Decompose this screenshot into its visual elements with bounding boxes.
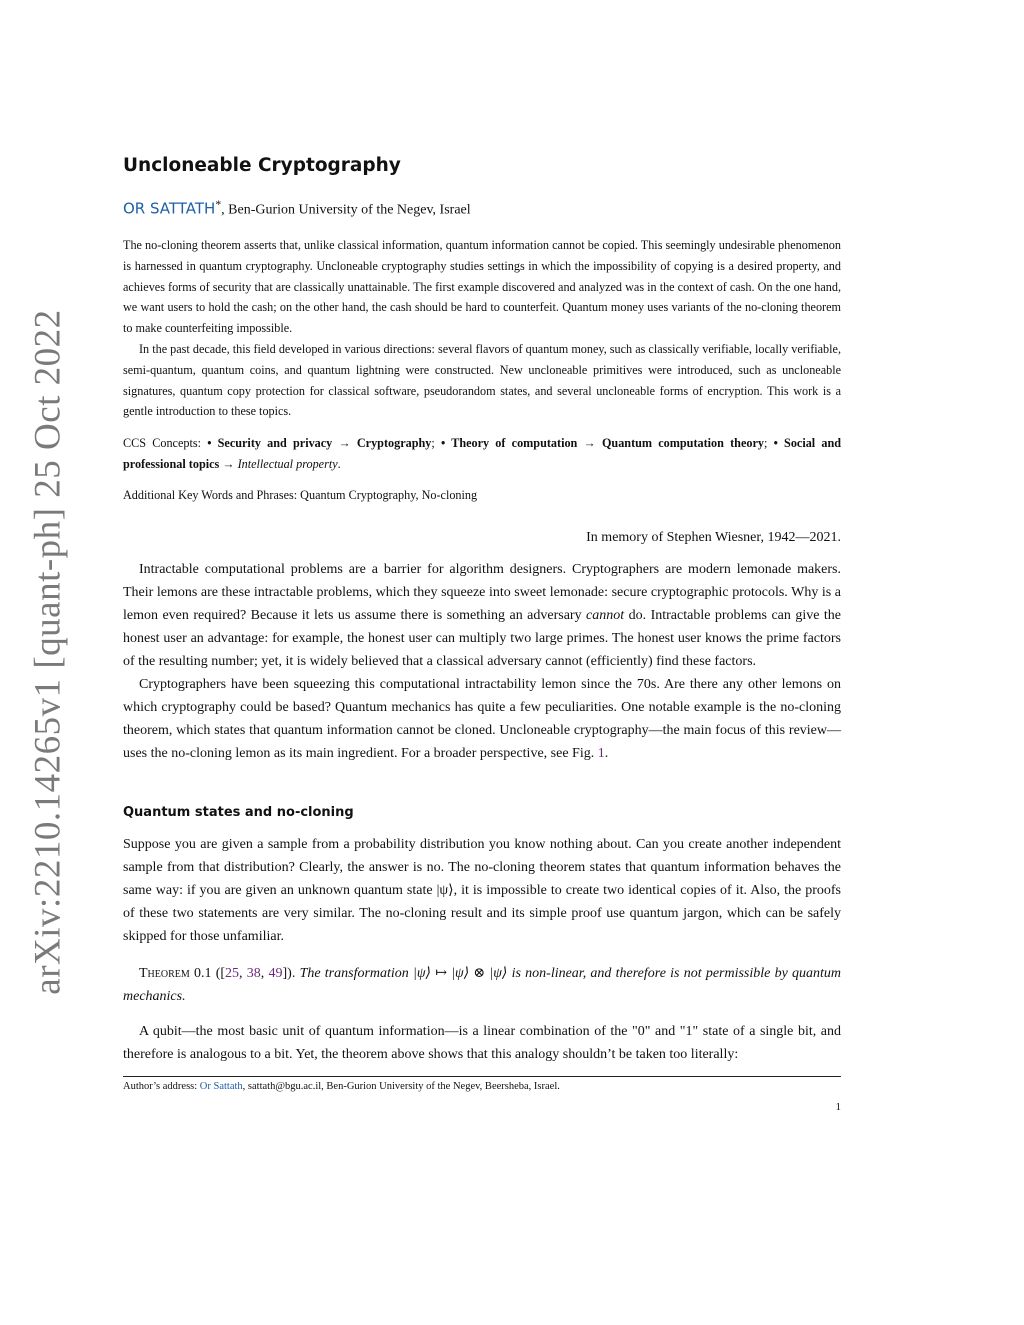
author-affiliation: , Ben-Gurion University of the Negev, Israel	[221, 202, 471, 218]
ccs-prefix: CCS Concepts:	[123, 436, 208, 450]
intro-paragraph-2: Cryptographers have been squeezing this computational intractability lemon since the 70s. Are there any other lemons on which cryptography could be based? Quantum mechanics has quite a few peculiarities. One notable example is the no-cloning theorem, which states that quantum information cannot be cloned. Uncloneable cryptography—the main focus of this review—uses the no-cloning lemon as its main ingredient. For a broader perspective, see Fig. 1.	[123, 677, 841, 761]
introduction	[123, 558, 841, 765]
abstract	[123, 235, 841, 422]
theorem-label: Theorem 0.1	[139, 966, 212, 981]
paper-title: Uncloneable Cryptography	[123, 155, 401, 176]
theorem-statement: The transformation |ψ⟩ ↦ |ψ⟩ ⊗ |ψ⟩ is non-linear, and therefore is not permissible by quantum mechanics.	[123, 966, 842, 1004]
author-name[interactable]: OR SATTATH	[123, 199, 216, 218]
ccs-concepts: CCS Concepts: • Security and privacy → Cryptography; • Theory of computation → Quantum computation theory; • Social and professional topics → Intellectual property.	[123, 436, 842, 471]
section-heading: Quantum states and no-cloning	[123, 805, 354, 820]
arxiv-identifier: arXiv:2210.14265v1 [quant-ph] 25 Oct 2022	[27, 309, 69, 995]
section-body	[123, 833, 841, 948]
footnote-divider	[123, 1076, 841, 1077]
figure-reference[interactable]: 1	[597, 746, 605, 761]
ccs-concept-2-sub: Quantum computation theory	[601, 436, 764, 450]
ccs-concept-2: • Theory of computation	[440, 436, 578, 450]
dedication: In memory of Stephen Wiesner, 1942—2021.	[586, 530, 841, 545]
author-line	[123, 198, 841, 219]
ccs-concept-3: • Social and professional topics	[123, 436, 842, 471]
ccs-concept-1: • Security and privacy	[207, 436, 333, 450]
footnote: Author’s address: Or Sattath, sattath@bgu.ac.il, Ben-Gurion University of the Negev, Beersheba, Israel.	[123, 1081, 560, 1092]
section-paragraph-1: Suppose you are given a sample from a probability distribution you know nothing about. Can you create another independent sample from that distribution? Clearly, the answer is no. The no-cloning theorem states that quantum information behaves the same way: if you are given an unknown quantum state |ψ⟩, it is impossible to create two identical copies of it. Also, the proofs of these two statements are very similar. The no-cloning result and its simple proof use quantum jargon, which can be safely skipped for those unfamiliar.	[123, 837, 841, 944]
abstract-paragraph-2: In the past decade, this field developed in various directions: several flavors of quantum money, such as classically verifiable, locally verifiable, semi-quantum, quantum coins, and quantum lightning were constructed. New uncloneable primitives were introduced, such as uncloneable signatures, quantum copy protection for classical software, pseudorandom states, and several uncloneable forms of encryption. This work is a gentle introduction to these topics.	[123, 341, 841, 419]
abstract-paragraph-1: The no-cloning theorem asserts that, unlike classical information, quantum information cannot be copied. This seemingly undesirable phenomenon is harnessed in quantum cryptography. Uncloneable cryptography studies settings in which the impossibility of copying is a desired property, and achieves forms of security that are classically unattainable. The first example discovered and analyzed was in the context of cash. On the one hand, we want users to hold the cash; on the other hand, the cash should be hard to counterfeit. Quantum money uses variants of the no-cloning theorem to make counterfeiting impossible.	[123, 238, 841, 336]
body-paragraph: A qubit—the most basic unit of quantum information—is a linear combination of the "0" and "1" state of a single bit, and therefore is analogous to a bit. Yet, the theorem above shows that this analogy shouldn’t be taken too literally:	[123, 1024, 841, 1062]
author-footnote-mark: *	[215, 198, 222, 211]
ccs-concept-3-sub: Intellectual property	[237, 456, 338, 471]
qubit-paragraph	[123, 1020, 841, 1066]
ccs-concept-1-sub: Cryptography	[356, 436, 432, 450]
arxiv-sidebar	[8, 309, 88, 995]
author-link[interactable]: Or Sattath	[199, 1081, 243, 1092]
theorem: Theorem 0.1 ([25, 38, 49]). The transformation |ψ⟩ ↦ |ψ⟩ ⊗ |ψ⟩ is non-linear, and therefore is not permissible by quantum mechanics.	[123, 966, 842, 1004]
citation-link[interactable]: 38	[246, 966, 261, 981]
citation-link[interactable]: 25	[225, 966, 240, 981]
keywords: Additional Key Words and Phrases: Quantum Cryptography, No-cloning	[123, 488, 478, 502]
citation-link[interactable]: 49	[268, 966, 283, 981]
intro-paragraph-1: Intractable computational problems are a barrier for algorithm designers. Cryptographers are modern lemonade makers. Their lemons are these intractable problems, which they squeeze into sweet lemonade: secure cryptographic protocols. Why is a lemon even required? Because it lets us assume there is something an adversary cannot do. Intractable problems can give the honest user an advantage: for example, the honest user can multiply two large primes. The honest user knows the prime factors of the resulting number; yet, it is widely believed that a classical adversary cannot (efficiently) find these factors.	[123, 562, 841, 669]
page-number: 1	[835, 1101, 841, 1113]
